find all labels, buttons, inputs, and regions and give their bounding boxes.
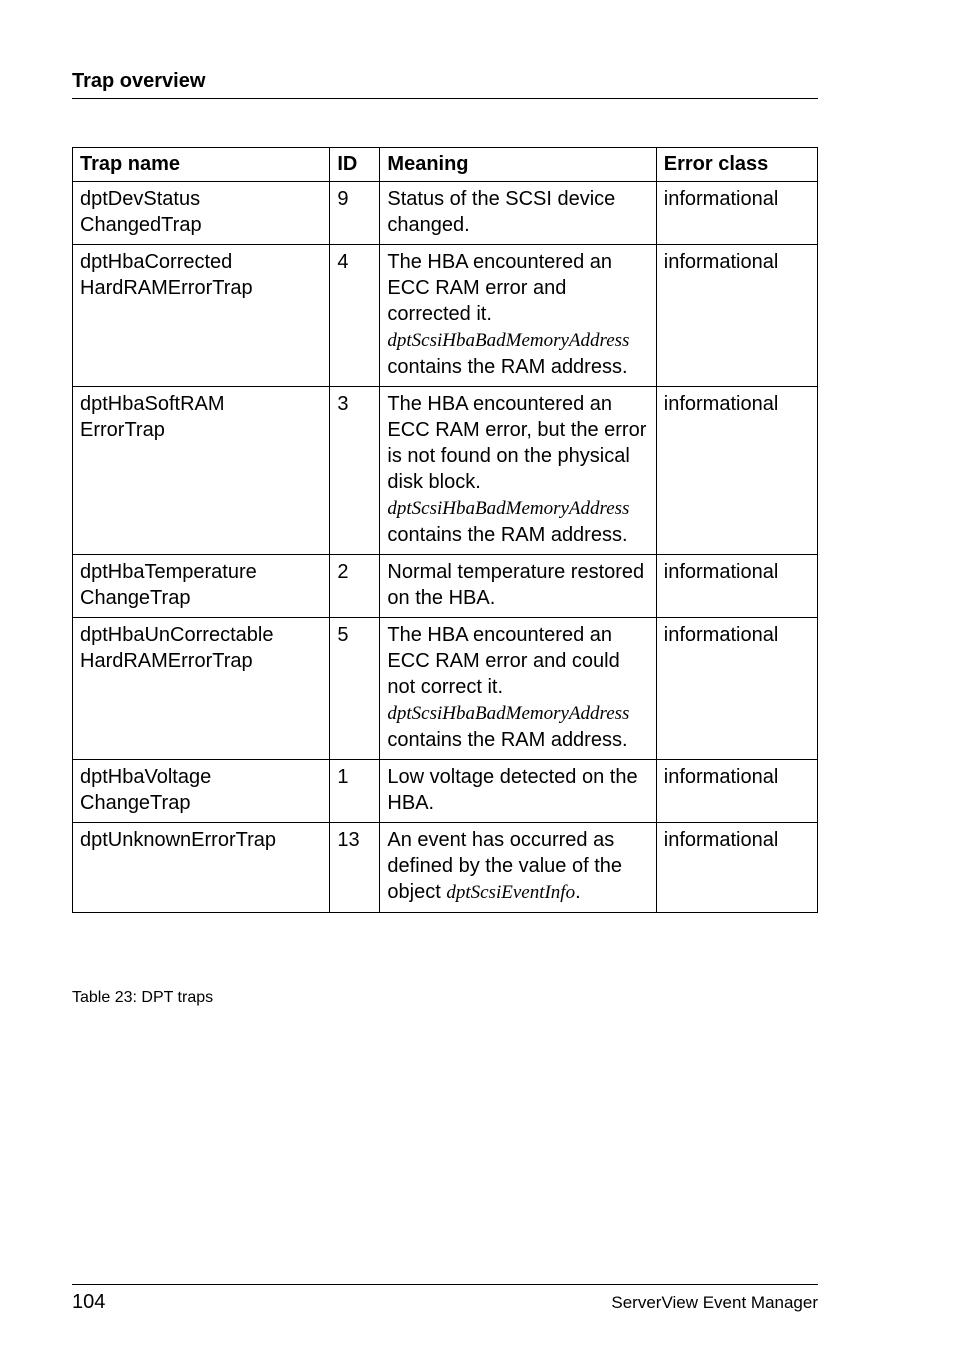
- page-footer: [72, 1284, 818, 1314]
- column-header-trap-name: Trap name: [73, 148, 330, 182]
- cell-error-class: informational: [656, 182, 817, 245]
- meaning-object-prefix: object: [387, 881, 447, 903]
- cell-error-class: informational: [656, 618, 817, 760]
- cell-trap-name: [73, 387, 330, 555]
- mib-object-name: dptScsiEventInfo: [446, 882, 576, 903]
- cell-meaning: [380, 618, 656, 760]
- cell-id: 3: [330, 387, 380, 555]
- column-header-meaning: Meaning: [380, 148, 656, 182]
- table-row: [73, 760, 818, 823]
- cell-error-class: informational: [656, 387, 817, 555]
- table-row: [73, 245, 818, 387]
- meaning-object-suffix: contains the RAM address.: [387, 729, 628, 751]
- cell-trap-name: [73, 182, 330, 245]
- cell-meaning: [380, 760, 656, 823]
- trap-name-part: dptUnknownErrorTrap: [80, 829, 277, 851]
- meaning-text: The HBA encountered an ECC RAM error and could not correct it.: [387, 624, 620, 698]
- cell-error-class: informational: [656, 823, 817, 913]
- trap-name-part: dptHbaCorrected: [80, 251, 233, 273]
- trap-name-part: ChangeTrap: [80, 792, 191, 814]
- cell-meaning: [380, 182, 656, 245]
- meaning-text: Low voltage detected on the HBA.: [387, 766, 638, 814]
- cell-id: 13: [330, 823, 380, 913]
- meaning-text: An event has occurred as defined by the value of the: [387, 829, 623, 877]
- cell-meaning: [380, 245, 656, 387]
- cell-id: 9: [330, 182, 380, 245]
- table-row: [73, 555, 818, 618]
- trap-name-part: dptDevStatus: [80, 188, 201, 210]
- meaning-text: Status of the SCSI device changed.: [387, 188, 616, 236]
- table-body: [73, 182, 818, 913]
- trap-name-part: dptHbaTemperature: [80, 561, 257, 583]
- trap-name-part: HardRAMErrorTrap: [80, 277, 253, 299]
- trap-name-part: dptHbaSoftRAM: [80, 393, 225, 415]
- section-title: Trap overview: [72, 70, 206, 92]
- column-header-id: ID: [330, 148, 380, 182]
- table-row: [73, 618, 818, 760]
- meaning-text: The HBA encountered an ECC RAM error and corrected it.: [387, 251, 613, 325]
- table-caption: Table 23: DPT traps: [72, 989, 214, 1006]
- trap-name-part: ErrorTrap: [80, 419, 165, 441]
- cell-id: 1: [330, 760, 380, 823]
- meaning-text: The HBA encountered an ECC RAM error, but the error is not found on the physical disk block.: [387, 393, 647, 493]
- table-row: [73, 387, 818, 555]
- cell-meaning: [380, 387, 656, 555]
- trap-name-part: dptHbaVoltage: [80, 766, 212, 788]
- meaning-object-suffix: contains the RAM address.: [387, 356, 628, 378]
- cell-trap-name: [73, 618, 330, 760]
- mib-object-name: dptScsiHbaBadMemoryAddress: [387, 330, 630, 351]
- cell-trap-name: [73, 760, 330, 823]
- cell-error-class: informational: [656, 245, 817, 387]
- meaning-text: Normal temperature restored on the HBA.: [387, 561, 645, 609]
- cell-trap-name: [73, 555, 330, 618]
- trap-name-part: HardRAMErrorTrap: [80, 650, 253, 672]
- table-row: [73, 823, 818, 913]
- cell-meaning: [380, 823, 656, 913]
- trap-name-part: ChangeTrap: [80, 587, 191, 609]
- cell-id: 5: [330, 618, 380, 760]
- meaning-object-suffix: .: [575, 881, 581, 903]
- cell-error-class: informational: [656, 555, 817, 618]
- table-header-row: [73, 148, 818, 182]
- dpt-traps-table: [72, 147, 818, 913]
- cell-meaning: [380, 555, 656, 618]
- cell-error-class: informational: [656, 760, 817, 823]
- mib-object-name: dptScsiHbaBadMemoryAddress: [387, 498, 630, 519]
- cell-trap-name: [73, 245, 330, 387]
- mib-object-name: dptScsiHbaBadMemoryAddress: [387, 703, 630, 724]
- trap-name-part: dptHbaUnCorrectable: [80, 624, 274, 646]
- cell-id: 4: [330, 245, 380, 387]
- page-header: [72, 70, 818, 99]
- column-header-error-class: Error class: [656, 148, 817, 182]
- document-title: ServerView Event Manager: [611, 1293, 818, 1312]
- trap-name-part: ChangedTrap: [80, 214, 202, 236]
- meaning-object-suffix: contains the RAM address.: [387, 524, 628, 546]
- cell-trap-name: [73, 823, 330, 913]
- cell-id: 2: [330, 555, 380, 618]
- table-row: [73, 182, 818, 245]
- page-number: 104: [72, 1291, 106, 1313]
